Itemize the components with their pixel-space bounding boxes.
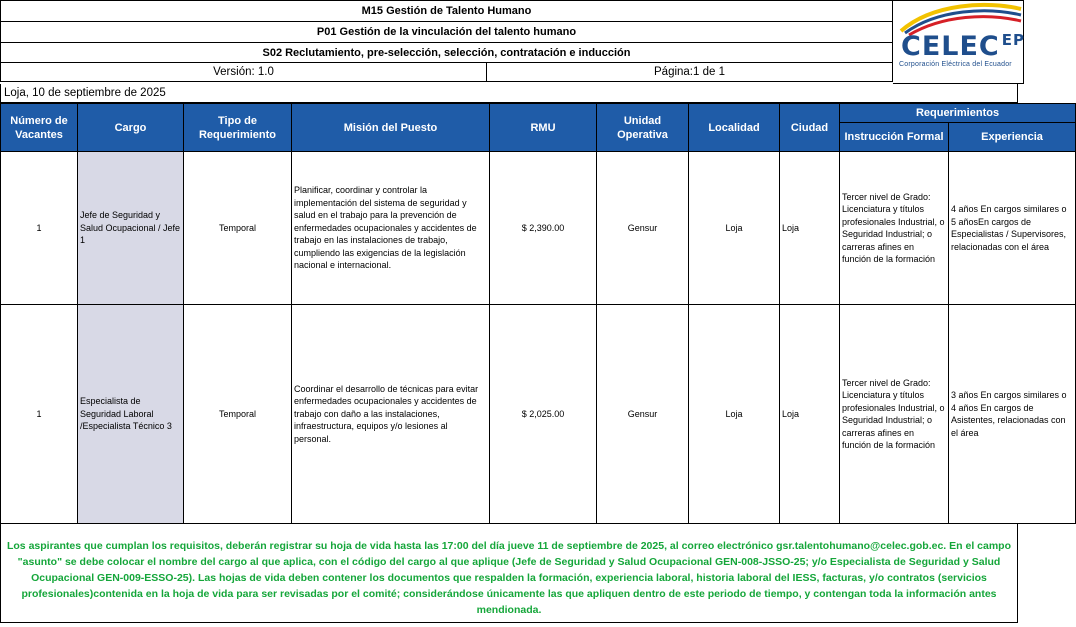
- col-header-experiencia: Experiencia: [949, 123, 1076, 152]
- cell-ciudad: Loja: [780, 152, 840, 305]
- cell-cargo: Jefe de Seguridad y Salud Ocupacional / Jefe 1: [78, 152, 184, 305]
- meta-row: [0, 63, 893, 82]
- vacancies-table: [0, 103, 1076, 524]
- col-header-vacantes: Número de Vacantes: [1, 104, 78, 152]
- cell-experiencia: 3 años En cargos similares o 4 años En cargos de Asistentes, relacionadas con el área: [949, 305, 1076, 524]
- cell-mision: Planificar, coordinar y controlar la implementación del sistema de seguridad y salud en el trabajo para la prevención de enfermedades ocupacionales y accidentes de trabajo en las instalaciones de trabajo, cumpliendo las exigencias de la legislación nacional e internacional.: [292, 152, 490, 305]
- col-header-localidad: Localidad: [689, 104, 780, 152]
- logo-subtitle: Corporación Eléctrica del Ecuador: [899, 61, 1012, 68]
- application-instructions: Los aspirantes que cumplan los requisitos, deberán registrar su hoja de vida hasta las 17:00 del día jueve 11 de septiembre de 2025, al correo electrónico gsr.talentohumano@celec.gob.ec. En el campo "asunto" se debe colocar el nombre del cargo al que aplica, con el código del cargo al que aplique (Jefe de Seguridad y Salud Ocupacional GEN-008-JSSO-25; y/o Especialista de Seguridad y Salud Ocupacional GEN-009-ESSO-25). Las hojas de vida deben contener los documentos que respalden la formación, experiencia laboral, historia laboral del IESS, facturas, y/o contratos (servicios profesionales)contenida en la hoja de vida para ser revisadas por el comité; considerándose únicamente las que apliquen dentro de este periodo de tiempo, y contengan toda la información antes mendionada.: [0, 523, 1018, 623]
- cell-rmu: $ 2,390.00: [490, 152, 597, 305]
- col-header-cargo: Cargo: [78, 104, 184, 152]
- cell-unidad: Gensur: [597, 152, 689, 305]
- celec-logo: [893, 0, 1024, 84]
- col-header-unidad: Unidad Operativa: [597, 104, 689, 152]
- header-line-3: S02 Reclutamiento, pre-selección, selección, contratación e inducción: [0, 42, 893, 63]
- cell-experiencia: 4 años En cargos similares o 5 añosEn cargos de Especialistas / Supervisores, relacionadas con el área: [949, 152, 1076, 305]
- page-label: Página:1 de 1: [654, 66, 725, 78]
- cell-tipo: Temporal: [184, 305, 292, 524]
- cell-ciudad: Loja: [780, 305, 840, 524]
- col-header-tipo: Tipo de Requerimiento: [184, 104, 292, 152]
- col-header-rmu: RMU: [490, 104, 597, 152]
- document-header: [0, 0, 893, 82]
- version-label: Versión: 1.0: [1, 63, 487, 81]
- cell-localidad: Loja: [689, 305, 780, 524]
- date-line: Loja, 10 de septiembre de 2025: [0, 84, 1018, 103]
- cell-rmu: $ 2,025.00: [490, 305, 597, 524]
- cell-vacantes: 1: [1, 152, 78, 305]
- cell-instruccion: Tercer nivel de Grado: Licenciatura y títulos profesionales Industrial, o Seguridad Industrial; o carreras afines en función de la formación: [840, 152, 949, 305]
- logo-wordmark: CELEC $^{EP}$: [901, 31, 1025, 62]
- cell-cargo: Especialista de Seguridad Laboral /Especialista Técnico 3: [78, 305, 184, 524]
- table-row: [1, 152, 1076, 305]
- cell-vacantes: 1: [1, 305, 78, 524]
- cell-localidad: Loja: [689, 152, 780, 305]
- cell-instruccion: Tercer nivel de Grado: Licenciatura y títulos profesionales Industrial, o Seguridad Industrial; o carreras afines en función de la formación: [840, 305, 949, 524]
- logo-swoosh-icon: [893, 1, 1024, 35]
- cell-unidad: Gensur: [597, 305, 689, 524]
- col-header-mision: Misión del Puesto: [292, 104, 490, 152]
- col-header-ciudad: Ciudad: [780, 104, 840, 152]
- header-line-2: P01 Gestión de la vinculación del talento humano: [0, 21, 893, 42]
- cell-tipo: Temporal: [184, 152, 292, 305]
- col-header-requerimientos: Requerimientos: [840, 104, 1076, 123]
- cell-mision: Coordinar el desarrollo de técnicas para evitar enfermedades ocupacionales y accidentes de trabajo con daño a las instalaciones, infraestructura, equipos y/o lesiones al personal.: [292, 305, 490, 524]
- table-row: [1, 305, 1076, 524]
- header-line-1: M15 Gestión de Talento Humano: [0, 0, 893, 21]
- col-header-instruccion: Instrucción Formal: [840, 123, 949, 152]
